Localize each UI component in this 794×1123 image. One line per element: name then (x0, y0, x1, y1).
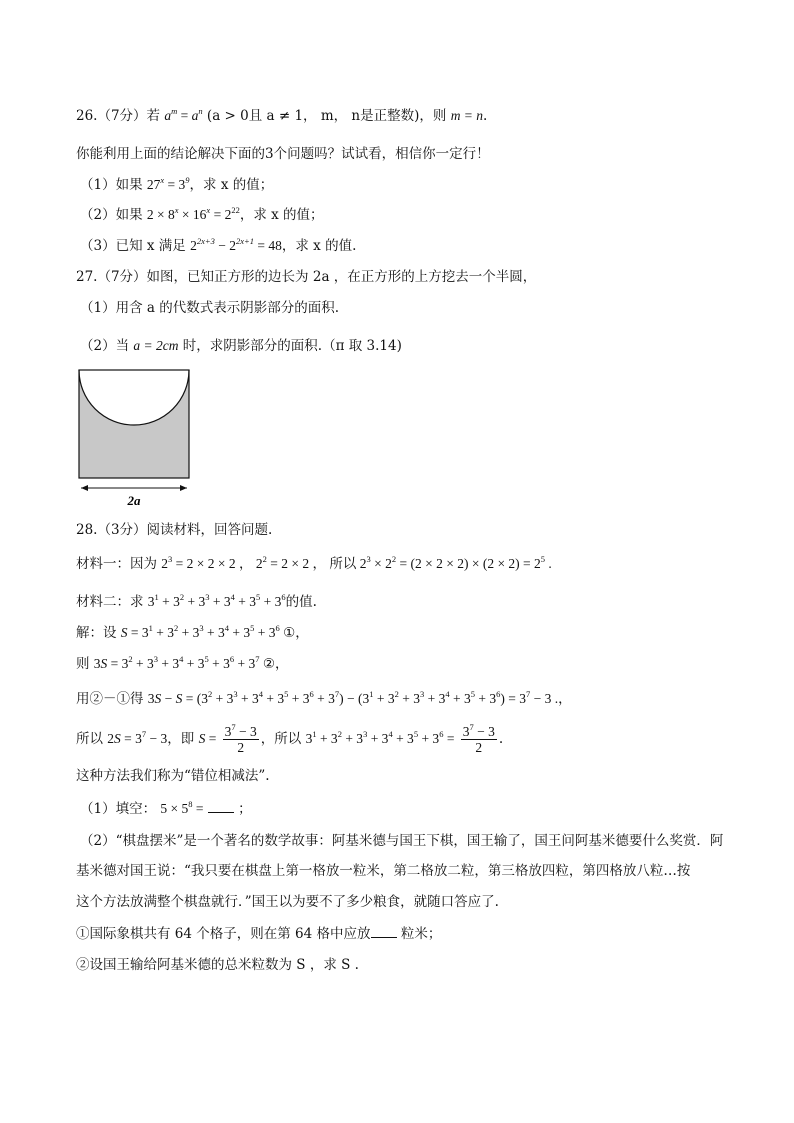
q27-part1: （1）用含 a 的代数式表示阴影部分的面积. (80, 300, 340, 316)
q26-intro: 你能利用上面的结论解决下面的3个问题吗？试试看，相信你一定行！ (76, 146, 490, 162)
q26-equation: $a^m = a^n$ (164, 106, 203, 123)
q26-part3: （3）已知 x 满足 $2^{2x+3} - 2^{2x+1} = 48$，求 x 的值. (80, 236, 357, 254)
q28-story-line1: （2）“棋盘摆米”是一个著名的数学故事：阿基米德与国王下棋，国王输了，国王问阿基米德要什么奖赏．阿 (80, 833, 724, 849)
q28-solution-line2: 则 $3S = 3^2 + 3^3 + 3^4 + 3^5 + 3^6 + 3^7$ ②， (76, 654, 289, 672)
square-with-semicircle-diagram (76, 368, 192, 508)
q28-material1: 材料一：因为 $2^3 = 2 \times 2 \times 2$ ， $2^2 = 2 \times 2$ ， 所以 $2^3 \times 2^2 = (2 \times 2 \times 2) \times (2 \times 2) = 2^5$ . (76, 554, 552, 572)
q28-statement: 28.（3分）阅读材料，回答问题. (76, 522, 273, 538)
q28-method-name: 这种方法我们称为“错位相减法”. (76, 768, 270, 784)
side-length-label: 2a (127, 493, 141, 508)
q26-conclusion: m = n (450, 108, 484, 123)
q28-solution-line3: 用②－①得 $3S - S = (3^2 + 3^3 + 3^4 + 3^5 + 3^6 + 3^7) - (3^1 + 3^2 + 3^3 + 3^4 + 3^5 + 3^6) = 3^7 - 3$ .， (76, 689, 572, 707)
q28-solution-line4: 所以 $2S = 3^7 - 3$，即 S = $\frac{3^7 - 3}{2}$ ，所以 $3^1 + 3^2 + 3^3 + 3^4 + 3^5 + 3^6$ = $\frac{3^7 - 3}{2}$ . (76, 722, 504, 755)
q28-part1: （1）填空： $5 \times 5^8$ = ； (80, 799, 252, 817)
arrow-left-icon (81, 485, 88, 491)
q28-material2: 材料二：求 $3^1 + 3^2 + 3^3 + 3^4 + 3^5 + 3^6$的值. (76, 592, 317, 610)
q26-condition: (a > 0且 a ≠ 1， m， n是正整数)，则 (206, 108, 447, 124)
q28-story-line2: 基米德对国王说：“我只要在棋盘上第一格放一粒米，第二格放二粒，第三格放四粒，第四格放八粒…按 (76, 863, 691, 879)
shaded-region (79, 370, 189, 478)
q27-figure (76, 368, 192, 512)
answer-blank-2[interactable] (371, 925, 397, 938)
q26-head: 26.（7分）若 (76, 108, 161, 124)
q28-subq1: ①国际象棋共有 64 个格子，则在第 64 格中应放 粒米； (76, 926, 442, 942)
q28-subq2: ②设国王输给阿基米德的总米粒数为 S ，求 S . (76, 957, 359, 973)
answer-blank-1[interactable] (208, 800, 234, 813)
q28-solution-line1: 解：设 $S = 3^1 + 3^2 + 3^3 + 3^4 + 3^5 + 3^6$ ①， (76, 623, 309, 641)
q26-part1: （1）如果 $27^x = 3^9$，求 x 的值； (80, 175, 274, 193)
q28-story-line3: 这个方法放满整个棋盘就行．”国王以为要不了多少粮食，就随口答应了. (76, 894, 499, 910)
q27-part2: （2）当 a = 2cm 时，求阴影部分的面积.（π 取 3.14) (80, 338, 402, 354)
q26-statement: 26.（7分）若 $a^m = a^n$ (a > 0且 a ≠ 1， m， n是正整数)，则 m = n. (76, 106, 488, 124)
q26-part2: （2）如果 $2 \times 8^x \times 16^x = 2^{22}$，求 x 的值； (80, 205, 324, 223)
q27-statement: 27.（7分）如图，已知正方形的边长为 2a ，在正方形的上方挖去一个半圆， (76, 269, 537, 285)
arrow-right-icon (180, 485, 187, 491)
